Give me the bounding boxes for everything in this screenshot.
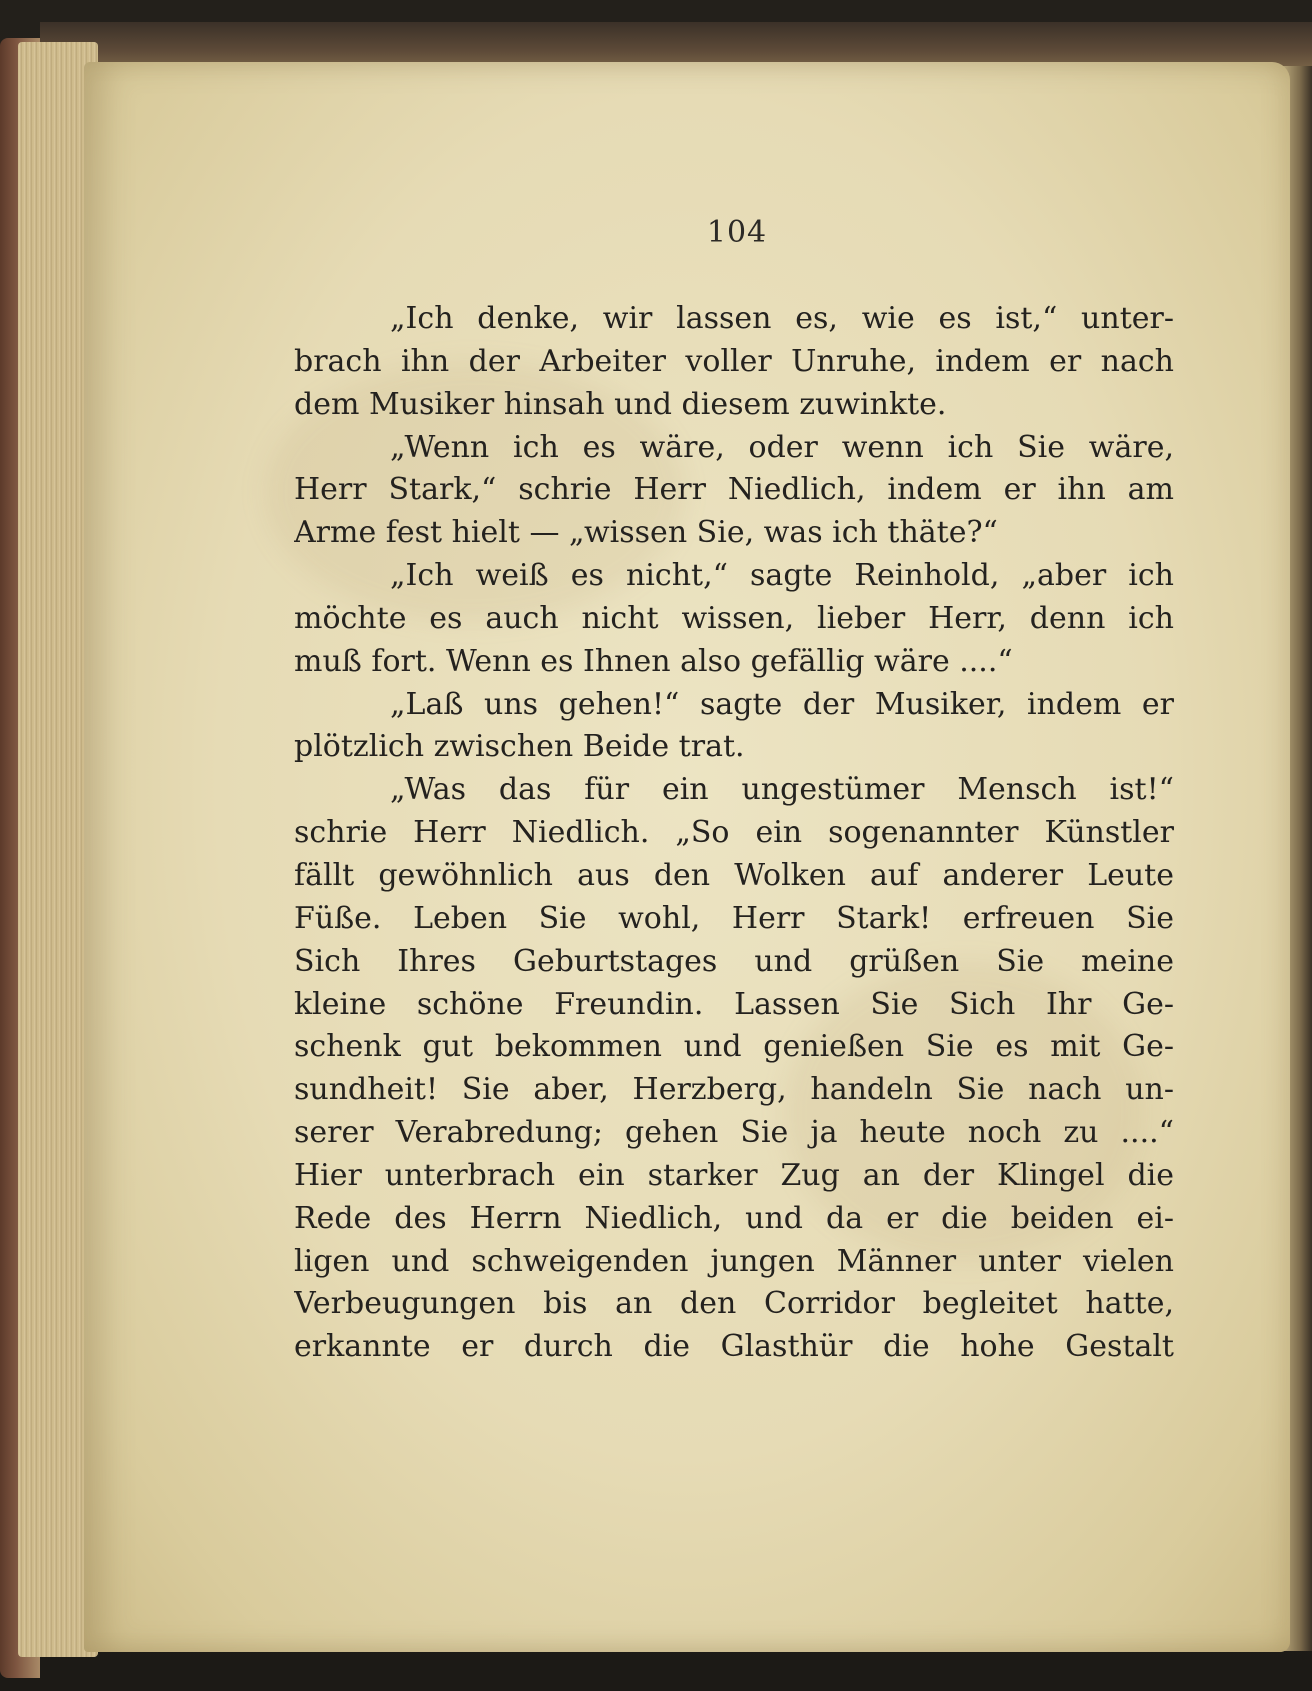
text-line: dem Musiker hinsah und diesem zuwinkte. bbox=[294, 386, 947, 422]
text-line: schrie Herr Niedlich. „So ein sogenannter Künstler bbox=[294, 815, 1174, 851]
text-line: muß fort. Wenn es Ihnen also gefällig wäre ....“ bbox=[294, 643, 1013, 679]
text-line: „Ich denke, wir lassen es, wie es ist,“ unter- bbox=[390, 301, 1174, 336]
text-line: erkannte er durch die Glasthür die hohe Gestalt bbox=[294, 1329, 1174, 1365]
text-line: Arme fest hielt — „wissen Sie, was ich thäte?“ bbox=[294, 515, 998, 551]
text-line: möchte es auch nicht wissen, lieber Herr, denn ich bbox=[294, 600, 1174, 636]
text-line: Hier unterbrach ein starker Zug an der Klingel die bbox=[294, 1157, 1174, 1193]
text-line: brach ihn der Arbeiter voller Unruhe, indem er nach bbox=[294, 343, 1174, 379]
text-line: „Wenn ich es wäre, oder wenn ich Sie wäre, bbox=[390, 429, 1174, 465]
text-line: „Was das für ein ungestümer Mensch ist!“ bbox=[390, 772, 1174, 808]
text-line: schenk gut bekommen und genießen Sie es mit Ge- bbox=[294, 1029, 1174, 1065]
text-line: fällt gewöhnlich aus den Wolken auf anderer Leute bbox=[294, 857, 1174, 893]
text-line: Sich Ihres Geburtstages und grüßen Sie meine bbox=[294, 943, 1174, 979]
body-text bbox=[294, 298, 1174, 1369]
text-line: Füße. Leben Sie wohl, Herr Stark! erfreuen Sie bbox=[294, 900, 1174, 936]
text-line: „Ich weiß es nicht,“ sagte Reinhold, „aber ich bbox=[390, 558, 1174, 594]
text-line: Verbeugungen bis an den Corridor begleitet hatte, bbox=[294, 1286, 1174, 1322]
page-number: 104 bbox=[706, 215, 768, 250]
text-line: kleine schöne Freundin. Lassen Sie Sich Ihr Ge- bbox=[294, 986, 1174, 1022]
text-line: „Laß uns gehen!“ sagte der Musiker, indem er bbox=[390, 686, 1174, 722]
text-line: serer Verabredung; gehen Sie ja heute noch zu ....“ bbox=[294, 1115, 1174, 1151]
text-line: Rede des Herrn Niedlich, und da er die beiden ei- bbox=[294, 1200, 1174, 1236]
text-line: plötzlich zwischen Beide trat. bbox=[294, 729, 745, 765]
text-line: ligen und schweigenden jungen Männer unter vielen bbox=[294, 1243, 1174, 1279]
text-line: Herr Stark,“ schrie Herr Niedlich, indem er ihn am bbox=[294, 472, 1174, 508]
text-line: sundheit! Sie aber, Herzberg, handeln Sie nach un- bbox=[294, 1072, 1174, 1108]
